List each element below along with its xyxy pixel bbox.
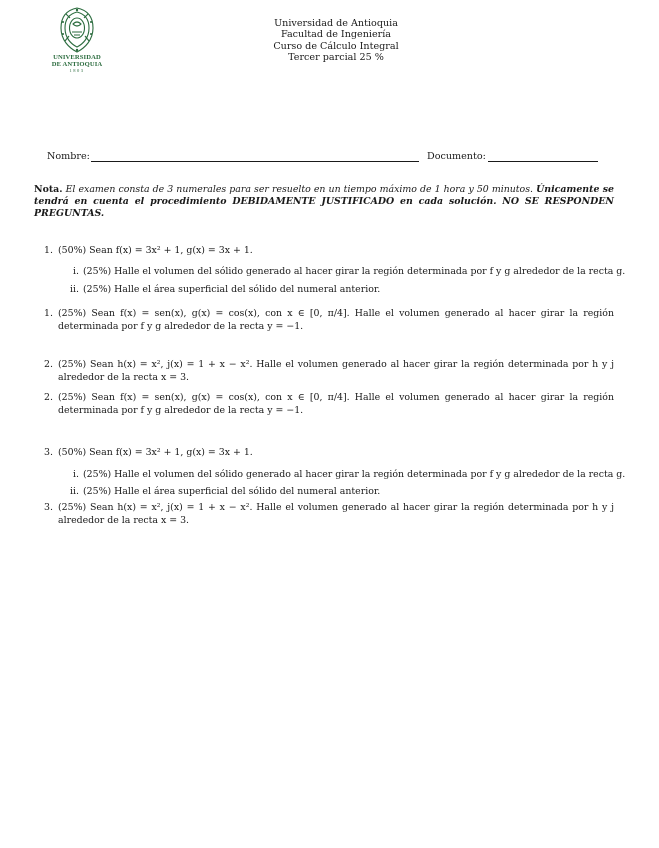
question-number: 2. [44,359,53,370]
question-number: 2. [44,392,53,403]
question-text: (25%) Sean f(x) = sen(x), g(x) = cos(x), con x ∈ [0, π/4]. Halle el volumen generado al hacer girar la región determinada por f y g alrededor de la recta y = −1. [58,308,614,332]
exam-header [236,18,436,64]
question-text: (25%) Sean f(x) = sen(x), g(x) = cos(x), con x ∈ [0, π/4]. Halle el volumen generado al hacer girar la región determinada por f y g alrededor de la recta y = −1. [58,392,614,416]
question-number: 1. [44,245,53,256]
part-text: (25%) Halle el volumen del sólido generado al hacer girar la región determinada por f y g alrededor de la recta g. [83,469,626,480]
note-label: Nota. [34,184,63,195]
logo-name-line2: DE ANTIOQUIA [51,61,103,68]
logo-name-line1: UNIVERSIDAD [53,54,101,61]
note-instructions: El examen consta de 3 numerales para ser resuelto en un tiempo máximo de 1 hora y 50 minutos. [65,184,533,195]
question-3-part-i [73,469,626,481]
question-number: 1. [44,308,53,319]
university-seal-icon [57,6,97,54]
part-text: (25%) Halle el área superficial del sólido del numeral anterior. [83,284,381,295]
note-warning: Únicamente se tendrá en cuenta el procedimiento DEBIDAMENTE JUSTIFICADO en cada solución. NO SE RESPONDEN PREGUNTAS. [34,184,615,219]
part-text: (25%) Halle el volumen del sólido generado al hacer girar la región determinada por f y g alrededor de la recta g. [83,266,626,277]
part-number: ii. [70,284,79,295]
question-2 [44,359,614,384]
question-1-alt [44,308,614,333]
question-text: (25%) Sean h(x) = x², j(x) = 1 + x − x². Halle el volumen generado al hacer girar la región determinada por h y j alrededor de la recta x = 3. [58,502,614,526]
question-2-alt [44,392,614,417]
header-university: Universidad de Antioquia [274,18,398,29]
header-course: Curso de Cálculo Integral [273,40,399,52]
question-3-alt [44,502,614,527]
header-exam-title: Tercer parcial 25 % [288,52,384,64]
header-faculty: Facultad de Ingeniería [280,29,392,41]
logo-year: 1803 [69,68,85,73]
exam-note [34,184,614,220]
part-number: i. [73,469,79,480]
question-number: 3. [44,447,53,458]
question-number: 3. [44,502,53,513]
part-number: i. [73,266,79,277]
university-logo [45,6,109,74]
document-field-line[interactable] [488,161,598,162]
question-text: (25%) Sean h(x) = x², j(x) = 1 + x − x². Halle el volumen generado al hacer girar la región determinada por h y j alrededor de la recta x = 3. [58,359,614,383]
question-1 [44,245,614,258]
question-1-part-ii [70,284,381,296]
question-3 [44,447,614,460]
name-label: Nombre: [47,151,90,162]
question-text: (50%) Sean f(x) = 3x² + 1, g(x) = 3x + 1. [58,245,253,256]
question-3-part-ii [70,486,381,498]
name-field-line[interactable] [91,161,419,162]
part-number: ii. [70,486,79,497]
part-text: (25%) Halle el área superficial del sólido del numeral anterior. [83,486,381,497]
question-1-part-i [73,266,626,278]
document-label: Documento: [427,151,486,162]
question-text: (50%) Sean f(x) = 3x² + 1, g(x) = 3x + 1. [58,447,253,458]
